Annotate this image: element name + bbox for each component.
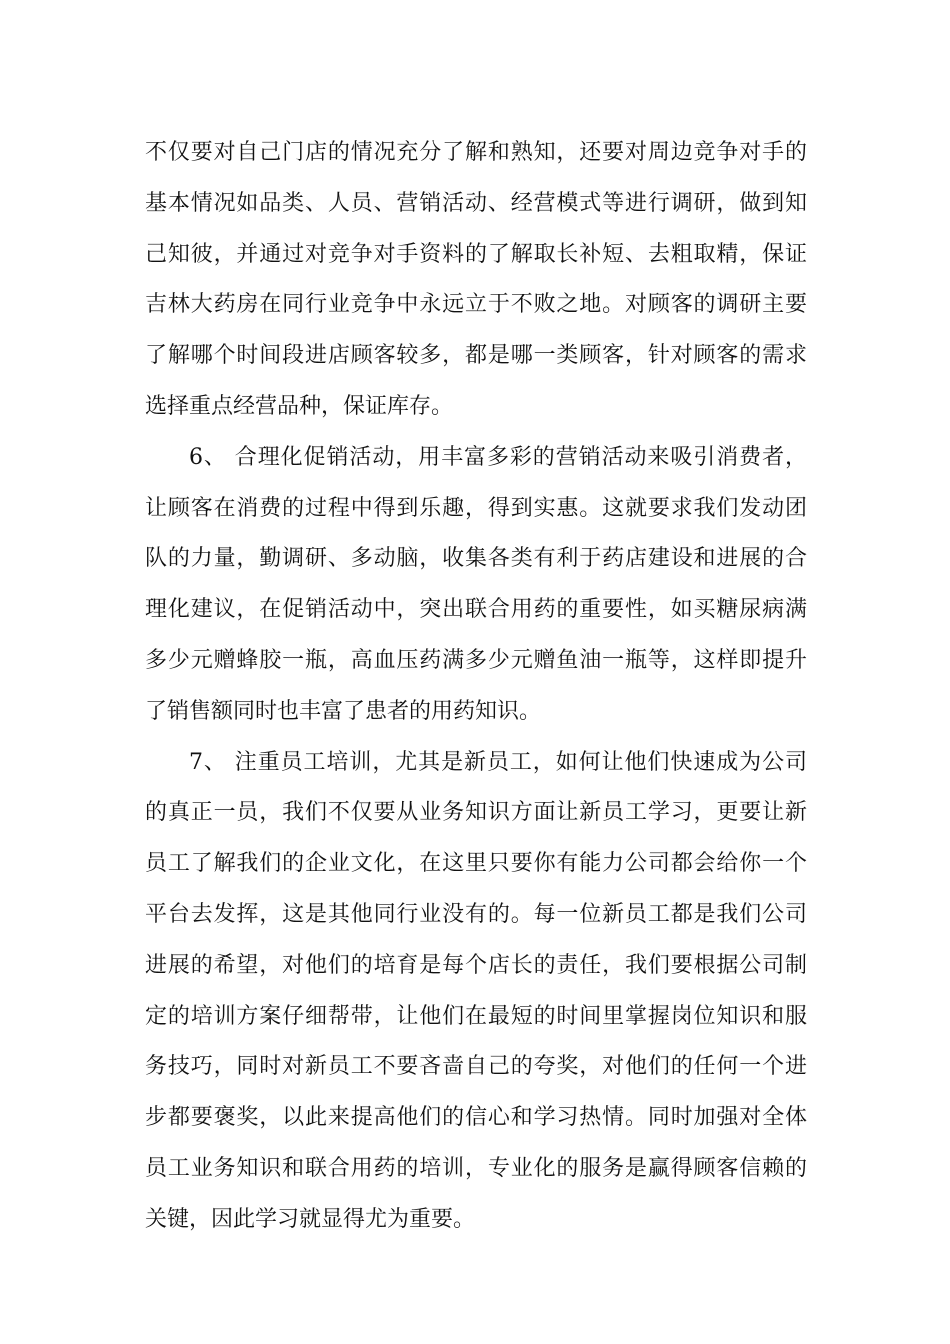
text-line-indented: 7、 注重员工培训，尤其是新员工，如何让他们快速成为公司 — [189, 749, 807, 775]
text-line: 不仅要对自己门店的情况充分了解和熟知，还要对周边竞争对手的 — [145, 140, 807, 165]
text-line: 让顾客在消费的过程中得到乐趣，得到实惠。这就要求我们发动团 — [145, 495, 807, 521]
text-line: 基本情况如品类、人员、营销活动、经营模式等进行调研，做到知 — [145, 190, 807, 216]
text-line: 吉林大药房在同行业竞争中永远立于不败之地。对顾客的调研主要 — [145, 292, 807, 318]
text-line: 员工了解我们的企业文化，在这里只要你有能力公司都会给你一个 — [145, 851, 807, 877]
text-line-indented: 6、 合理化促销活动，用丰富多彩的营销活动来吸引消费者， — [189, 444, 807, 470]
text-line: 了销售额同时也丰富了患者的用药知识。 — [145, 698, 542, 724]
text-line: 多少元赠蜂胶一瓶，高血压药满多少元赠鱼油一瓶等，这样即提升 — [145, 647, 807, 673]
text-line: 平台去发挥，这是其他同行业没有的。每一位新员工都是我们公司 — [145, 901, 807, 927]
document-page — [145, 128, 807, 1246]
text-line: 的真正一员，我们不仅要从业务知识方面让新员工学习，更要让新 — [145, 800, 807, 826]
text-line: 己知彼，并通过对竞争对手资料的了解取长补短、去粗取精，保证 — [145, 241, 807, 267]
paragraph-promotion — [145, 433, 807, 738]
text-line: 理化建议，在促销活动中，突出联合用药的重要性，如买糖尿病满 — [145, 597, 807, 623]
paragraph-store-research — [145, 128, 807, 433]
text-line: 定的培训方案仔细帮带，让他们在最短的时间里掌握岗位知识和服 — [145, 1003, 807, 1029]
paragraph-staff-training — [145, 738, 807, 1246]
text-line: 员工业务知识和联合用药的培训，专业化的服务是赢得顾客信赖的 — [145, 1155, 807, 1181]
text-line: 步都要褒奖，以此来提高他们的信心和学习热情。同时加强对全体 — [145, 1105, 807, 1131]
text-line: 了解哪个时间段进店顾客较多，都是哪一类顾客，针对顾客的需求 — [145, 343, 807, 369]
text-line: 队的力量，勤调研、多动脑，收集各类有利于药店建设和进展的合 — [145, 546, 807, 572]
text-line: 进展的希望，对他们的培育是每个店长的责任，我们要根据公司制 — [145, 952, 807, 978]
text-line: 务技巧，同时对新员工不要吝啬自己的夸奖，对他们的任何一个进 — [145, 1054, 807, 1080]
text-line: 关键，因此学习就显得尤为重要。 — [145, 1206, 476, 1232]
text-line: 选择重点经营品种，保证库存。 — [145, 393, 454, 419]
